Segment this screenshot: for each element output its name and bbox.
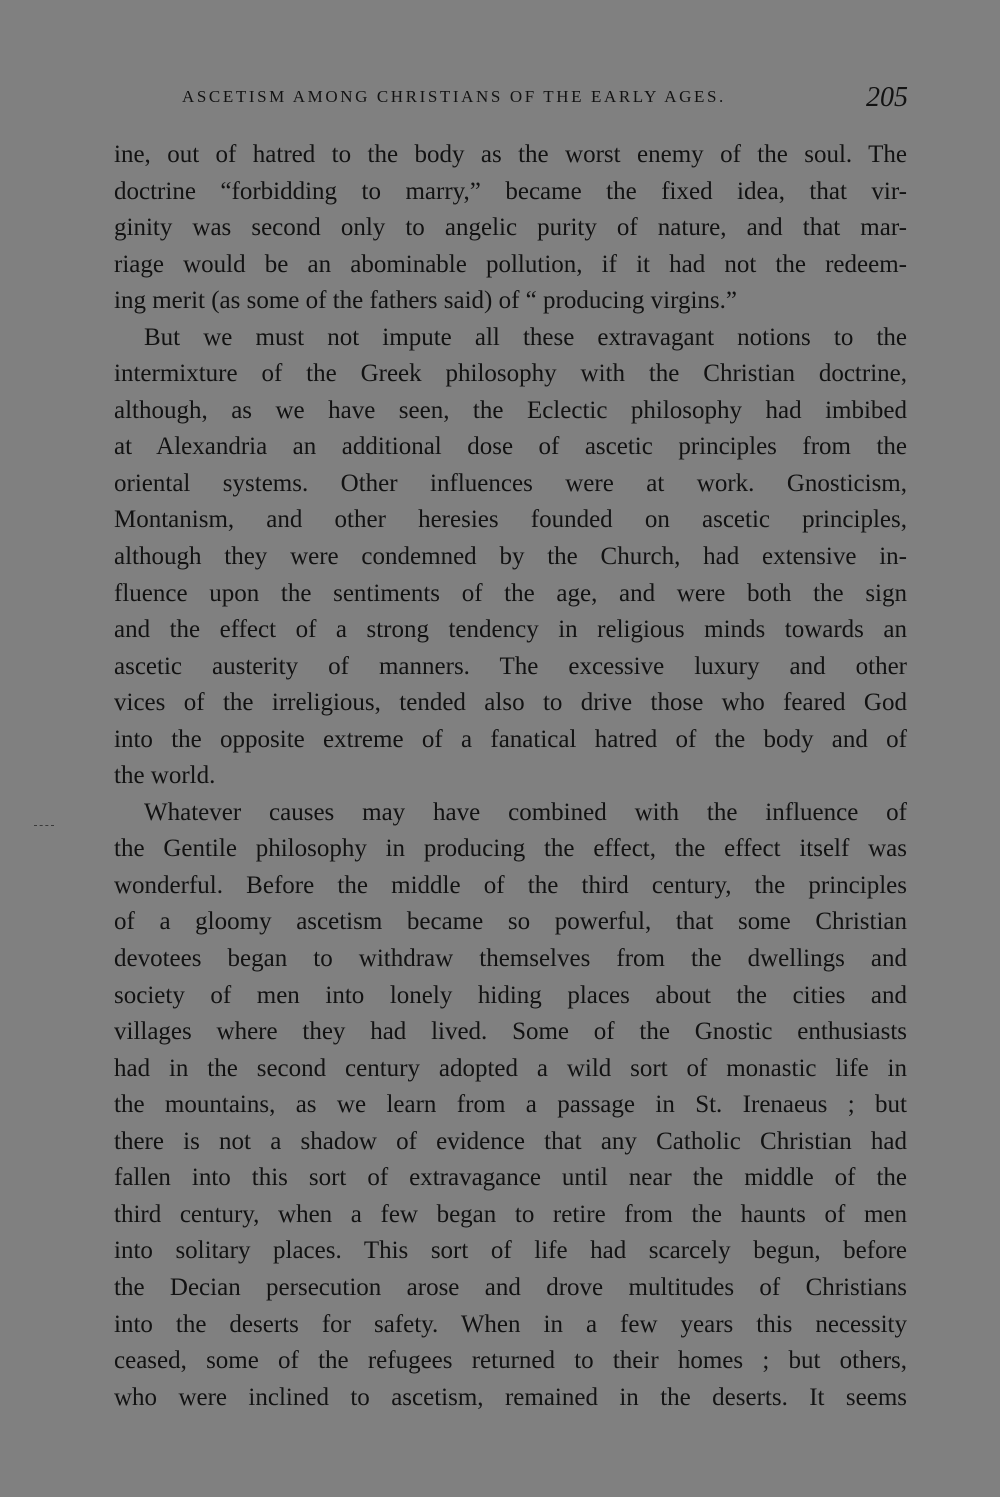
- text-line: ing merit (as some of the fathers said) of “ producing virgins.”: [114, 287, 737, 315]
- text-line: ine, out of hatred to the body as the worst enemy of the soul. The: [114, 141, 907, 168]
- text-line: Montanism, and other heresies founded on ascetic principles,: [114, 506, 907, 534]
- text-line: the world.: [114, 762, 216, 790]
- text-line: the Gentile philosophy in producing the effect, the effect itself was: [114, 835, 907, 863]
- text-line: the mountains, as we learn from a passage in St. Irenaeus ; but: [114, 1091, 907, 1119]
- running-head: [182, 82, 908, 114]
- text-line: and the effect of a strong tendency in religious minds towards an: [114, 616, 907, 644]
- text-line: there is not a shadow of evidence that any Catholic Christian had: [114, 1127, 907, 1155]
- text-line: although, as we have seen, the Eclectic philosophy had imbibed: [114, 396, 907, 424]
- text-line: fallen into this sort of extravagance until near the middle of the: [114, 1164, 907, 1192]
- text-line: into solitary places. This sort of life had scarcely begun, before: [114, 1237, 907, 1265]
- text-line: although they were condemned by the Church, had extensive in-: [114, 543, 907, 571]
- text-line: who were inclined to ascetism, remained in the deserts. It seems: [114, 1383, 907, 1411]
- body-text: [114, 137, 907, 1416]
- page-number: 205: [866, 82, 908, 113]
- text-line: into the deserts for safety. When in a few years this necessity: [114, 1310, 907, 1338]
- text-line: the Decian persecution arose and drove multitudes of Christians: [114, 1273, 907, 1301]
- text-line: riage would be an abominable pollution, if it had not the redeem-: [114, 250, 907, 278]
- margin-mark: [34, 825, 54, 827]
- text-line: ginity was second only to angelic purity of nature, and that mar-: [114, 214, 907, 242]
- text-line: ceased, some of the refugees returned to their homes ; but others,: [114, 1347, 907, 1375]
- text-line: ascetic austerity of manners. The excessive luxury and other: [114, 652, 907, 680]
- paragraph-start-line: Whatever causes may have combined with the influence of: [144, 798, 907, 826]
- text-line: intermixture of the Greek philosophy with the Christian doctrine,: [114, 360, 907, 388]
- text-line: fluence upon the sentiments of the age, and were both the sign: [114, 579, 907, 607]
- text-line: doctrine “forbidding to marry,” became the fixed idea, that vir-: [114, 177, 907, 205]
- text-line: of a gloomy ascetism became so powerful, that some Christian: [114, 908, 907, 936]
- text-line: third century, when a few began to retire from the haunts of men: [114, 1200, 907, 1228]
- text-line: oriental systems. Other influences were at work. Gnosticism,: [114, 469, 907, 497]
- text-line: wonderful. Before the middle of the third century, the principles: [114, 871, 907, 899]
- running-title: ASCETISM AMONG CHRISTIANS OF THE EARLY AGES.: [182, 87, 726, 106]
- paragraph-start-line: But we must not impute all these extravagant notions to the: [144, 323, 907, 351]
- text-line: devotees began to withdraw themselves from the dwellings and: [114, 945, 907, 973]
- text-line: at Alexandria an additional dose of ascetic principles from the: [114, 433, 907, 461]
- text-line: had in the second century adopted a wild sort of monastic life in: [114, 1054, 907, 1082]
- text-line: society of men into lonely hiding places about the cities and: [114, 981, 907, 1009]
- text-line: vices of the irreligious, tended also to drive those who feared God: [114, 689, 907, 717]
- text-line: villages where they had lived. Some of the Gnostic enthusiasts: [114, 1018, 907, 1046]
- text-line: into the opposite extreme of a fanatical hatred of the body and of: [114, 725, 907, 753]
